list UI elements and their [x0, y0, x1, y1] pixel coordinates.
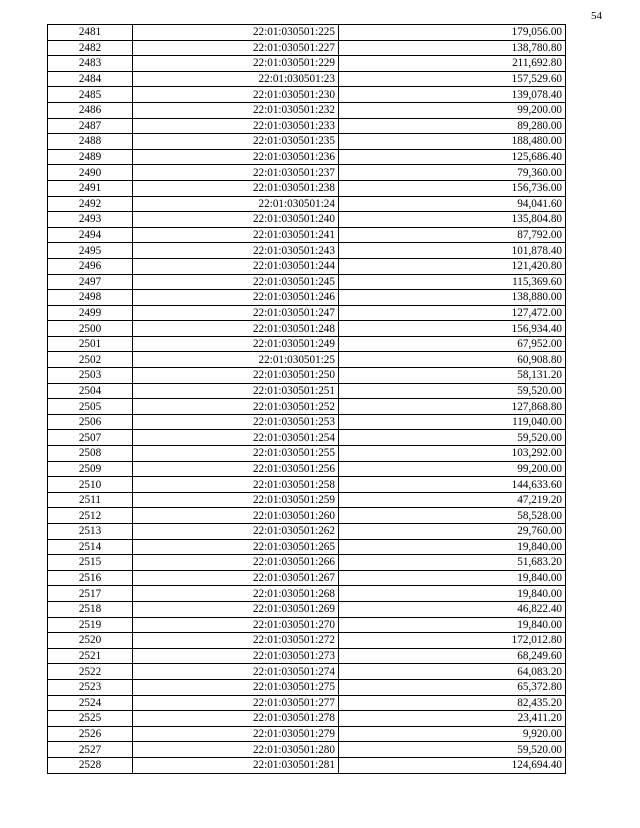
table-row [48, 757, 566, 773]
cadastral-value-cell: 19,840.00 [339, 617, 566, 633]
cadastral-number-cell: 22:01:030501:248 [133, 321, 339, 337]
cadastral-number-cell: 22:01:030501:253 [133, 414, 339, 430]
table-body [48, 25, 566, 774]
cadastral-value-cell: 19,840.00 [339, 570, 566, 586]
row-number-cell: 2488 [48, 134, 133, 150]
row-number-cell: 2517 [48, 586, 133, 602]
cadastral-value-cell: 23,411.20 [339, 711, 566, 727]
table-row [48, 243, 566, 259]
table-row [48, 352, 566, 368]
row-number-cell: 2485 [48, 87, 133, 103]
row-number-cell: 2491 [48, 180, 133, 196]
table-row [48, 726, 566, 742]
row-number-cell: 2486 [48, 102, 133, 118]
cadastral-value-cell: 135,804.80 [339, 212, 566, 228]
cadastral-value-cell: 127,868.80 [339, 399, 566, 415]
row-number-cell: 2493 [48, 212, 133, 228]
table-row [48, 430, 566, 446]
cadastral-value-cell: 99,200.00 [339, 461, 566, 477]
table-row [48, 290, 566, 306]
row-number-cell: 2496 [48, 258, 133, 274]
cadastral-value-cell: 60,908.80 [339, 352, 566, 368]
cadastral-number-cell: 22:01:030501:244 [133, 258, 339, 274]
cadastral-number-cell: 22:01:030501:262 [133, 524, 339, 540]
cadastral-number-cell: 22:01:030501:24 [133, 196, 339, 212]
cadastral-value-cell: 156,736.00 [339, 180, 566, 196]
cadastral-value-cell: 138,880.00 [339, 290, 566, 306]
cadastral-number-cell: 22:01:030501:258 [133, 477, 339, 493]
table-row [48, 539, 566, 555]
cadastral-value-cell: 67,952.00 [339, 336, 566, 352]
cadastral-value-table [47, 24, 566, 774]
cadastral-value-cell: 94,041.60 [339, 196, 566, 212]
row-number-cell: 2512 [48, 508, 133, 524]
table-row [48, 633, 566, 649]
row-number-cell: 2482 [48, 40, 133, 56]
row-number-cell: 2522 [48, 664, 133, 680]
cadastral-value-cell: 119,040.00 [339, 414, 566, 430]
cadastral-value-cell: 59,520.00 [339, 430, 566, 446]
cadastral-number-cell: 22:01:030501:245 [133, 274, 339, 290]
cadastral-value-cell: 188,480.00 [339, 134, 566, 150]
cadastral-number-cell: 22:01:030501:265 [133, 539, 339, 555]
cadastral-value-cell: 139,078.40 [339, 87, 566, 103]
row-number-cell: 2500 [48, 321, 133, 337]
table-row [48, 414, 566, 430]
cadastral-number-cell: 22:01:030501:227 [133, 40, 339, 56]
row-number-cell: 2518 [48, 601, 133, 617]
cadastral-value-cell: 89,280.00 [339, 118, 566, 134]
cadastral-number-cell: 22:01:030501:254 [133, 430, 339, 446]
table-row [48, 149, 566, 165]
row-number-cell: 2507 [48, 430, 133, 446]
cadastral-number-cell: 22:01:030501:247 [133, 305, 339, 321]
table-row [48, 258, 566, 274]
cadastral-number-cell: 22:01:030501:274 [133, 664, 339, 680]
table-row [48, 40, 566, 56]
cadastral-value-cell: 101,878.40 [339, 243, 566, 259]
table-row [48, 56, 566, 72]
row-number-cell: 2497 [48, 274, 133, 290]
table-row [48, 368, 566, 384]
table-row [48, 305, 566, 321]
row-number-cell: 2481 [48, 25, 133, 41]
cadastral-number-cell: 22:01:030501:25 [133, 352, 339, 368]
table-row [48, 601, 566, 617]
cadastral-number-cell: 22:01:030501:251 [133, 383, 339, 399]
row-number-cell: 2504 [48, 383, 133, 399]
row-number-cell: 2503 [48, 368, 133, 384]
cadastral-value-cell: 121,420.80 [339, 258, 566, 274]
cadastral-value-cell: 87,792.00 [339, 227, 566, 243]
cadastral-value-cell: 115,369.60 [339, 274, 566, 290]
cadastral-number-cell: 22:01:030501:280 [133, 742, 339, 758]
cadastral-number-cell: 22:01:030501:246 [133, 290, 339, 306]
cadastral-value-cell: 172,012.80 [339, 633, 566, 649]
cadastral-number-cell: 22:01:030501:232 [133, 102, 339, 118]
table-row [48, 508, 566, 524]
row-number-cell: 2510 [48, 477, 133, 493]
row-number-cell: 2524 [48, 695, 133, 711]
cadastral-value-cell: 58,131.20 [339, 368, 566, 384]
table-row [48, 570, 566, 586]
cadastral-value-cell: 47,219.20 [339, 492, 566, 508]
cadastral-number-cell: 22:01:030501:230 [133, 87, 339, 103]
table-row [48, 71, 566, 87]
cadastral-value-cell: 124,694.40 [339, 757, 566, 773]
cadastral-number-cell: 22:01:030501:270 [133, 617, 339, 633]
cadastral-value-cell: 79,360.00 [339, 165, 566, 181]
table-row [48, 477, 566, 493]
cadastral-value-cell: 157,529.60 [339, 71, 566, 87]
cadastral-number-cell: 22:01:030501:250 [133, 368, 339, 384]
row-number-cell: 2502 [48, 352, 133, 368]
row-number-cell: 2484 [48, 71, 133, 87]
row-number-cell: 2527 [48, 742, 133, 758]
cadastral-number-cell: 22:01:030501:23 [133, 71, 339, 87]
cadastral-number-cell: 22:01:030501:225 [133, 25, 339, 41]
cadastral-number-cell: 22:01:030501:275 [133, 679, 339, 695]
row-number-cell: 2495 [48, 243, 133, 259]
cadastral-value-cell: 65,372.80 [339, 679, 566, 695]
table-row [48, 648, 566, 664]
row-number-cell: 2515 [48, 555, 133, 571]
table-row [48, 102, 566, 118]
cadastral-value-cell: 19,840.00 [339, 539, 566, 555]
cadastral-value-cell: 99,200.00 [339, 102, 566, 118]
cadastral-number-cell: 22:01:030501:260 [133, 508, 339, 524]
row-number-cell: 2490 [48, 165, 133, 181]
cadastral-value-cell: 82,435.20 [339, 695, 566, 711]
row-number-cell: 2505 [48, 399, 133, 415]
row-number-cell: 2526 [48, 726, 133, 742]
table-row [48, 711, 566, 727]
cadastral-number-cell: 22:01:030501:241 [133, 227, 339, 243]
cadastral-number-cell: 22:01:030501:237 [133, 165, 339, 181]
cadastral-number-cell: 22:01:030501:278 [133, 711, 339, 727]
cadastral-number-cell: 22:01:030501:238 [133, 180, 339, 196]
table-row [48, 446, 566, 462]
table-row [48, 165, 566, 181]
cadastral-number-cell: 22:01:030501:229 [133, 56, 339, 72]
table-row [48, 25, 566, 41]
cadastral-value-cell: 68,249.60 [339, 648, 566, 664]
cadastral-value-cell: 64,083.20 [339, 664, 566, 680]
cadastral-number-cell: 22:01:030501:256 [133, 461, 339, 477]
cadastral-value-cell: 138,780.80 [339, 40, 566, 56]
cadastral-value-cell: 19,840.00 [339, 586, 566, 602]
cadastral-number-cell: 22:01:030501:249 [133, 336, 339, 352]
table-row [48, 87, 566, 103]
table-row [48, 274, 566, 290]
cadastral-value-cell: 179,056.00 [339, 25, 566, 41]
cadastral-value-cell: 127,472.00 [339, 305, 566, 321]
row-number-cell: 2514 [48, 539, 133, 555]
cadastral-value-cell: 144,633.60 [339, 477, 566, 493]
row-number-cell: 2520 [48, 633, 133, 649]
cadastral-value-cell: 51,683.20 [339, 555, 566, 571]
table-row [48, 118, 566, 134]
page-number: 54 [591, 10, 602, 22]
row-number-cell: 2492 [48, 196, 133, 212]
cadastral-value-cell: 29,760.00 [339, 524, 566, 540]
table-row [48, 742, 566, 758]
cadastral-value-cell: 9,920.00 [339, 726, 566, 742]
row-number-cell: 2494 [48, 227, 133, 243]
table-row [48, 461, 566, 477]
table-row [48, 383, 566, 399]
row-number-cell: 2508 [48, 446, 133, 462]
table-row [48, 336, 566, 352]
table-row [48, 134, 566, 150]
row-number-cell: 2516 [48, 570, 133, 586]
cadastral-number-cell: 22:01:030501:273 [133, 648, 339, 664]
row-number-cell: 2509 [48, 461, 133, 477]
table-row [48, 227, 566, 243]
cadastral-number-cell: 22:01:030501:233 [133, 118, 339, 134]
cadastral-number-cell: 22:01:030501:243 [133, 243, 339, 259]
cadastral-number-cell: 22:01:030501:235 [133, 134, 339, 150]
row-number-cell: 2528 [48, 757, 133, 773]
cadastral-value-cell: 211,692.80 [339, 56, 566, 72]
cadastral-number-cell: 22:01:030501:266 [133, 555, 339, 571]
row-number-cell: 2525 [48, 711, 133, 727]
row-number-cell: 2513 [48, 524, 133, 540]
cadastral-number-cell: 22:01:030501:268 [133, 586, 339, 602]
cadastral-number-cell: 22:01:030501:269 [133, 601, 339, 617]
cadastral-value-cell: 156,934.40 [339, 321, 566, 337]
cadastral-number-cell: 22:01:030501:259 [133, 492, 339, 508]
cadastral-number-cell: 22:01:030501:281 [133, 757, 339, 773]
table-row [48, 555, 566, 571]
cadastral-number-cell: 22:01:030501:272 [133, 633, 339, 649]
table-row [48, 617, 566, 633]
table-row [48, 492, 566, 508]
cadastral-value-cell: 59,520.00 [339, 742, 566, 758]
row-number-cell: 2523 [48, 679, 133, 695]
table-row [48, 180, 566, 196]
table-row [48, 321, 566, 337]
row-number-cell: 2519 [48, 617, 133, 633]
cadastral-number-cell: 22:01:030501:240 [133, 212, 339, 228]
table-row [48, 586, 566, 602]
cadastral-number-cell: 22:01:030501:236 [133, 149, 339, 165]
cadastral-number-cell: 22:01:030501:252 [133, 399, 339, 415]
table-row [48, 664, 566, 680]
table-row [48, 679, 566, 695]
table-row [48, 695, 566, 711]
row-number-cell: 2483 [48, 56, 133, 72]
cadastral-number-cell: 22:01:030501:277 [133, 695, 339, 711]
row-number-cell: 2511 [48, 492, 133, 508]
table-row [48, 524, 566, 540]
row-number-cell: 2499 [48, 305, 133, 321]
cadastral-number-cell: 22:01:030501:279 [133, 726, 339, 742]
row-number-cell: 2506 [48, 414, 133, 430]
row-number-cell: 2521 [48, 648, 133, 664]
row-number-cell: 2501 [48, 336, 133, 352]
table-row [48, 399, 566, 415]
cadastral-value-cell: 103,292.00 [339, 446, 566, 462]
table-row [48, 196, 566, 212]
row-number-cell: 2489 [48, 149, 133, 165]
table-row [48, 212, 566, 228]
cadastral-value-cell: 58,528.00 [339, 508, 566, 524]
row-number-cell: 2487 [48, 118, 133, 134]
cadastral-number-cell: 22:01:030501:255 [133, 446, 339, 462]
row-number-cell: 2498 [48, 290, 133, 306]
cadastral-value-cell: 125,686.40 [339, 149, 566, 165]
cadastral-number-cell: 22:01:030501:267 [133, 570, 339, 586]
cadastral-value-cell: 59,520.00 [339, 383, 566, 399]
cadastral-value-cell: 46,822.40 [339, 601, 566, 617]
